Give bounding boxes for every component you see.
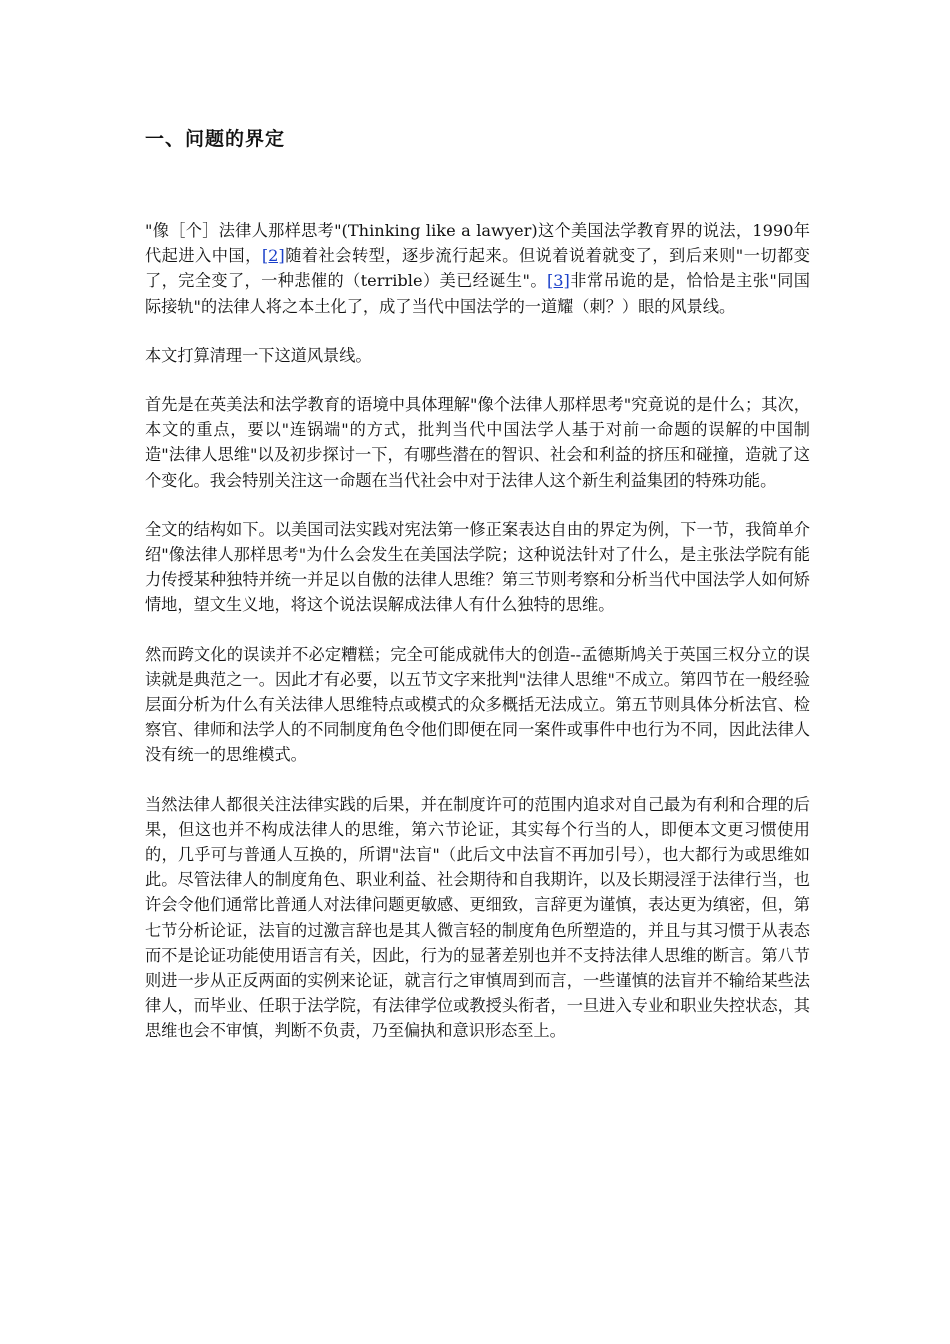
paragraph-misreading: 然而跨文化的误读并不必定糟糕；完全可能成就伟大的创造--孟德斯鸠关于英国三权分立的误读就是典范之一。因此才有必要，以五节文字来批判"法律人思维"不成立。第四节在一般经验层面分析为什么有关法律人思维特点或模式的众多概括无法成立。第五节则具体分析法官、检察官、律师和法学人的不同制度角色令他们即便在同一案件或事件中也行为不同，因此法律人没有统一的思维模式。 (145, 644, 810, 765)
paragraph-purpose: 本文打算清理一下这道风景线。 (145, 345, 372, 365)
paragraph-intro-text-3: 非常吊诡的是，恰恰是主张"同国际接轨"的法律人将之本土化了，成了当代中国法学的一道耀（刺？）眼的风景线。 (145, 271, 810, 316)
footnote-link-2[interactable]: [2] (261, 246, 285, 266)
paragraph-consequences: 当然法律人都很关注法律实践的后果，并在制度许可的范围内追求对自己最为有利和合理的后果，但这也并不构成法律人的思维，第六节论证，其实每个行当的人，即便本文更习惯使用的，几乎可与普通人互换的，所谓"法盲"（此后文中法盲不再加引号），也大都行为或思维如此。尽管法律人的制度角色、职业利益、社会期待和自我期许，以及长期浸淫于法律行当，也许会令他们通常比普通人对法律问题更敏感、更细致，言辞更为谨慎，表达更为缜密，但，第七节分析论证，法盲的过激言辞也是其人微言轻的制度角色所塑造的，并且与其习惯于从表态而不是论证功能使用语言有关，因此，行为的显著差别也并不支持法律人思维的断言。第八节则进一步从正反两面的实例来论证，就言行之审慎周到而言，一些谨慎的法盲并不输给某些法律人，而毕业、任职于法学院，有法律学位或教授头衔者，一旦进入专业和职业失控状态，其思维也会不审慎，判断不负责，乃至偏执和意识形态至上。 (145, 794, 810, 1041)
paragraph-structure: 全文的结构如下。以美国司法实践对宪法第一修正案表达自由的界定为例，下一节，我简单介绍"像法律人那样思考"为什么会发生在美国法学院；这种说法针对了什么，是主张法学院有能力传授某种独特并统一并足以自傲的法律人思维？第三节则考察和分析当代中国法学人如何矫情地，望文生义地，将这个说法误解成法律人有什么独特的思维。 (145, 519, 810, 615)
paragraph-intro-text-2: 随着社会转型，逐步流行起来。但说着说着就变了，到后来则"一切都变了，完全变了，一种悲催的（terrible）美已经诞生"。 (145, 246, 810, 291)
paragraph-intro (145, 218, 810, 319)
document-body (145, 218, 810, 1068)
footnote-link-3[interactable]: [3] (546, 271, 570, 291)
section-heading: 一、问题的界定 (145, 128, 286, 150)
paragraph-intro-text-1: "像［个］法律人那样思考"(Thinking like a lawyer)这个美国法学教育界的说法，1990年代起进入中国， (145, 221, 810, 266)
paragraph-focus: 首先是在英美法和法学教育的语境中具体理解"像个法律人那样思考"究竟说的是什么；其次，本文的重点，要以"连锅端"的方式，批判当代中国法学人基于对前一命题的误解的中国制造"法律人思维"以及初步探讨一下，有哪些潜在的智识、社会和利益的挤压和碰撞，造就了这个变化。我会特别关注这一命题在当代社会中对于法律人这个新生利益集团的特殊功能。 (145, 395, 810, 490)
